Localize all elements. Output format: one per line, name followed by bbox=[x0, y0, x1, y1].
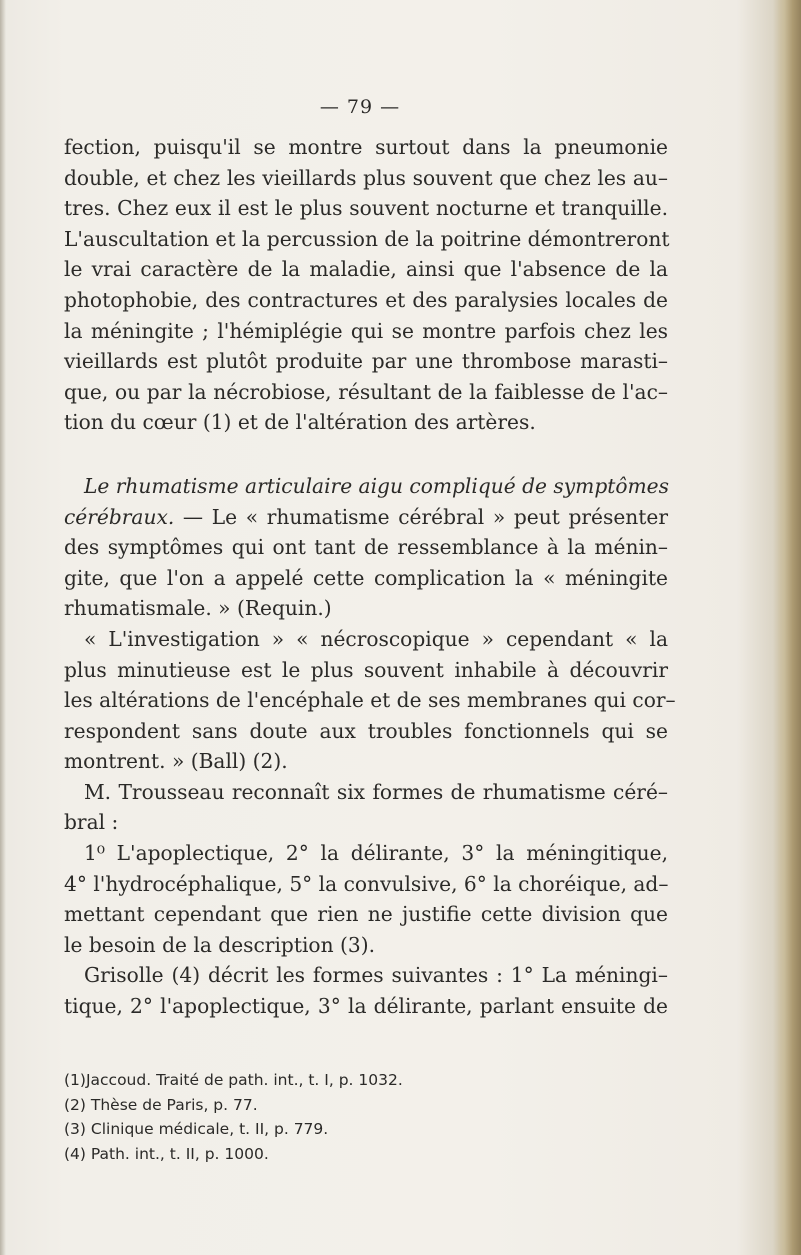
footnote: (1)Jaccoud. Traité de path. int., t. I, p. 1032. bbox=[64, 1071, 403, 1089]
section-heading: Le rhumatisme articulaire aigu compliqué de symptômes bbox=[84, 473, 669, 498]
text-line: que, ou par la nécrobiose, résultant de la faiblesse de l'ac– bbox=[64, 379, 668, 404]
text-line: M. Trousseau reconnaît six formes de rhumatisme céré– bbox=[84, 779, 668, 804]
text-line: photophobie, des contractures et des paralysies locales de bbox=[64, 287, 668, 312]
text-line: les altérations de l'encéphale et de ses membranes qui cor– bbox=[64, 688, 676, 713]
text-line: tion du cœur (1) et de l'altération des artères. bbox=[64, 410, 536, 435]
footnote: (4) Path. int., t. II, p. 1000. bbox=[64, 1144, 269, 1163]
footnotes bbox=[64, 1068, 684, 1166]
page-number: — 79 — bbox=[319, 96, 401, 118]
text-line: respondent sans doute aux troubles fonctionnels qui se bbox=[64, 718, 668, 743]
text-line: bral : bbox=[64, 810, 119, 835]
text-line: des symptômes qui ont tant de ressemblance à la ménin– bbox=[64, 535, 668, 560]
text-line: gite, que l'on a appelé cette complication la « méningite bbox=[64, 565, 668, 590]
text-line: tique, 2° l'apoplectique, 3° la délirante, parlant ensuite de bbox=[64, 994, 668, 1019]
text-line: vieillards est plutôt produite par une thrombose marasti– bbox=[64, 349, 668, 374]
paragraph-3 bbox=[64, 624, 676, 777]
page-left-edge bbox=[0, 0, 6, 1255]
paragraph-4 bbox=[64, 777, 668, 838]
text-line: plus minutieuse est le plus souvent inhabile à découvrir bbox=[64, 657, 668, 682]
paragraph-2 bbox=[64, 471, 668, 624]
section-heading-continued: cérébraux. bbox=[64, 504, 175, 529]
page-right-edge-stain bbox=[773, 0, 801, 1255]
footnote: (2) Thèse de Paris, p. 77. bbox=[64, 1095, 258, 1114]
text-line: fection, puisqu'il se montre surtout dans la pneumonie bbox=[64, 135, 668, 159]
text-line: mettant cependant que rien ne justifie cette division que bbox=[64, 902, 668, 927]
text-line bbox=[64, 502, 668, 533]
body-text bbox=[64, 132, 676, 1022]
text-line: Grisolle (4) décrit les formes suivantes : 1° La méningi– bbox=[84, 963, 668, 988]
text-line: montrent. » (Ball) (2). bbox=[64, 749, 288, 774]
text-line: le vrai caractère de la maladie, ainsi que l'absence de la bbox=[64, 257, 668, 282]
text-line: « L'investigation » « nécroscopique » cependant « la bbox=[84, 626, 668, 651]
text-line bbox=[64, 471, 668, 502]
text-run: — Le « rhumatisme cérébral » peut présenter bbox=[174, 504, 668, 529]
paragraph-1 bbox=[64, 132, 668, 438]
paragraph-gap bbox=[64, 438, 668, 471]
text-line: rhumatismale. » (Requin.) bbox=[64, 596, 332, 621]
text-line: la méningite ; l'hémiplégie qui se montre parfois chez les bbox=[64, 318, 668, 343]
paragraph-6 bbox=[64, 960, 668, 1021]
paragraph-5 bbox=[64, 838, 668, 960]
text-line: tres. Chez eux il est le plus souvent nocturne et tranquille. bbox=[64, 196, 668, 221]
footnote: (3) Clinique médicale, t. II, p. 779. bbox=[64, 1120, 329, 1138]
text-line: double, et chez les vieillards plus souvent que chez les au– bbox=[64, 165, 668, 190]
text-line: L'auscultation et la percussion de la poitrine démontreront bbox=[64, 226, 670, 251]
text-line: le besoin de la description (3). bbox=[64, 932, 375, 957]
text-line: 4° l'hydrocéphalique, 5° la convulsive, 6° la choréique, ad– bbox=[64, 871, 669, 896]
text-line: 1⁰ L'apoplectique, 2° la délirante, 3° la méningitique, bbox=[84, 841, 668, 866]
